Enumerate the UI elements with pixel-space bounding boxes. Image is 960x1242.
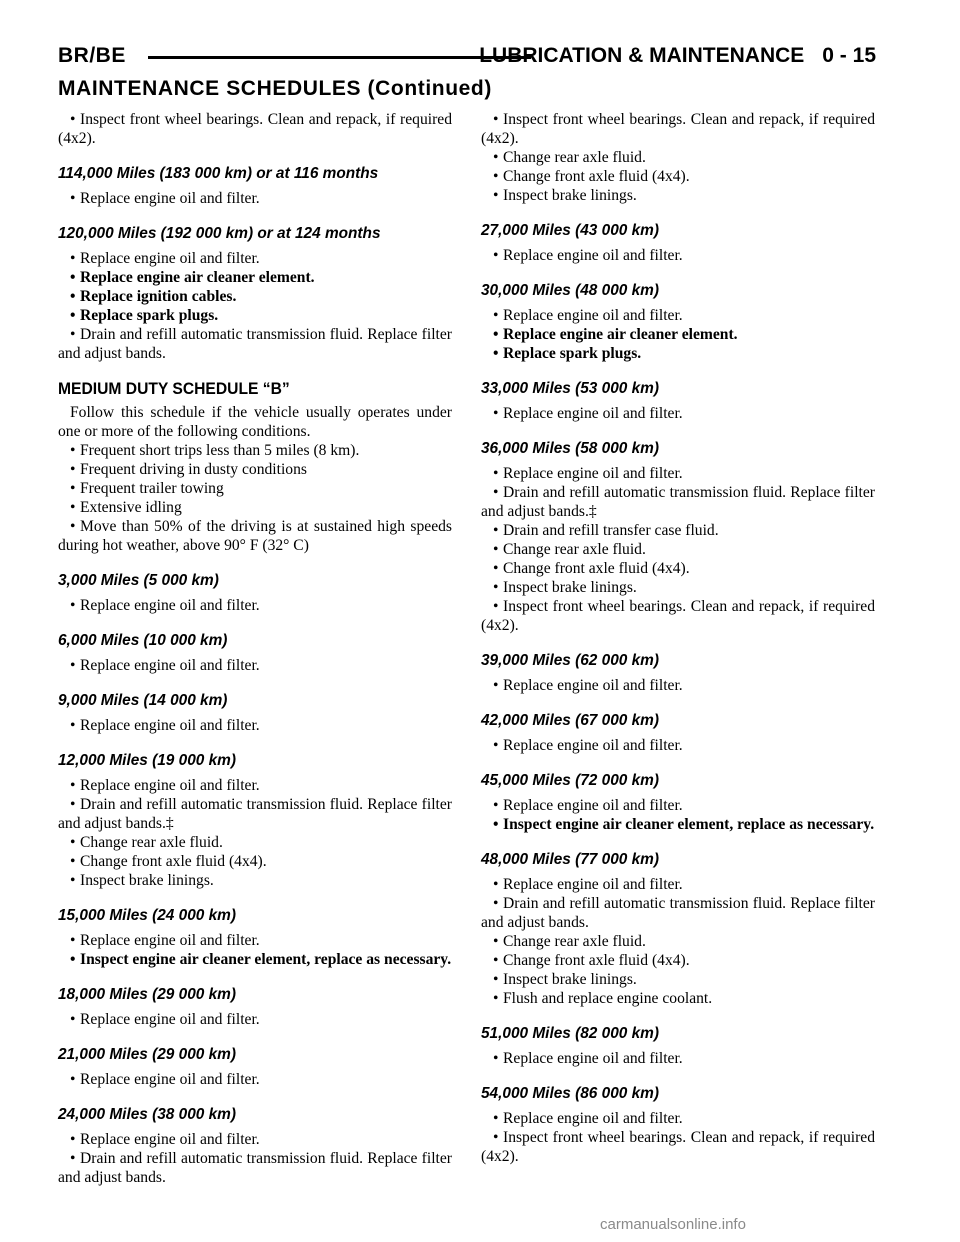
list-item: • Replace engine oil and filter. xyxy=(493,465,683,482)
mileage-heading: 21,000 Miles (29 000 km) xyxy=(58,1046,236,1063)
bullet-icon: • xyxy=(493,405,499,422)
list-item: • Replace engine oil and filter. xyxy=(493,677,683,694)
bullet-icon: • xyxy=(70,1011,76,1028)
bullet-icon: • xyxy=(70,518,76,535)
list-item: • Replace engine oil and filter. xyxy=(493,247,683,264)
continued-title: MAINTENANCE SCHEDULES (Continued) xyxy=(58,77,492,100)
bullet-icon: • xyxy=(493,816,499,833)
bullet-icon: • xyxy=(70,442,76,459)
mileage-heading: 54,000 Miles (86 000 km) xyxy=(481,1085,659,1102)
bullet-icon: • xyxy=(70,326,76,343)
list-item: • Replace engine oil and filter. xyxy=(70,250,260,267)
mileage-heading: 114,000 Miles (183 000 km) or at 116 months xyxy=(58,165,379,182)
list-item: • Replace engine oil and filter. xyxy=(70,657,260,674)
bullet-icon: • xyxy=(493,247,499,264)
bullet-icon: • xyxy=(70,1131,76,1148)
bullet-icon: • xyxy=(70,951,76,968)
list-item: • Replace engine oil and filter. xyxy=(493,405,683,422)
list-item: • Replace engine oil and filter. xyxy=(493,307,683,324)
list-item: • Replace spark plugs. xyxy=(493,345,642,362)
list-item: • Replace engine oil and filter. xyxy=(70,190,260,207)
section-name: LUBRICATION & MAINTENANCE xyxy=(479,44,805,67)
model-code: BR/BE xyxy=(58,44,126,67)
list-item: • Drain and refill automatic transmission fluid. Replace filter and adjust bands. xyxy=(481,895,875,931)
mileage-heading: 45,000 Miles (72 000 km) xyxy=(481,772,659,789)
bullet-icon: • xyxy=(493,737,499,754)
mileage-heading: 120,000 Miles (192 000 km) or at 124 months xyxy=(58,225,381,242)
list-item: • Change front axle fluid (4x4). xyxy=(493,560,690,577)
list-item: • Drain and refill automatic transmission fluid. Replace filter and adjust bands. xyxy=(58,1150,452,1186)
bullet-icon: • xyxy=(493,187,499,204)
list-item: • Replace engine air cleaner element. xyxy=(493,326,738,343)
mileage-heading: 48,000 Miles (77 000 km) xyxy=(481,851,659,868)
list-item: • Drain and refill transfer case fluid. xyxy=(493,522,719,539)
watermark-link[interactable]: carmanualsonline.info xyxy=(600,1216,746,1233)
list-item: • Replace engine oil and filter. xyxy=(493,1110,683,1127)
bullet-icon: • xyxy=(493,168,499,185)
schedule-heading: MEDIUM DUTY SCHEDULE “B” xyxy=(58,379,290,398)
list-item: • Replace ignition cables. xyxy=(70,288,237,305)
bullet-icon: • xyxy=(493,484,499,501)
mileage-heading: 9,000 Miles (14 000 km) xyxy=(58,692,228,709)
bullet-icon: • xyxy=(70,657,76,674)
list-item: • Change front axle fluid (4x4). xyxy=(493,952,690,969)
bullet-icon: • xyxy=(70,834,76,851)
bullet-icon: • xyxy=(493,797,499,814)
bullet-icon: • xyxy=(493,952,499,969)
bullet-icon: • xyxy=(493,149,499,166)
bullet-icon: • xyxy=(70,717,76,734)
list-item: • Inspect brake linings. xyxy=(493,187,637,204)
list-item: • Move than 50% of the driving is at sustained high speeds during hot weather, above 90° F (32° C) xyxy=(58,518,452,554)
bullet-icon: • xyxy=(493,895,499,912)
list-item: • Flush and replace engine coolant. xyxy=(493,990,713,1007)
bullet-icon: • xyxy=(493,677,499,694)
mileage-heading: 24,000 Miles (38 000 km) xyxy=(58,1106,236,1123)
bullet-icon: • xyxy=(493,522,499,539)
list-item: • Inspect brake linings. xyxy=(493,579,637,596)
list-item: • Inspect engine air cleaner element, replace as necessary. xyxy=(493,816,875,833)
list-item: • Replace engine oil and filter. xyxy=(70,777,260,794)
bullet-icon: • xyxy=(493,990,499,1007)
list-item: • Inspect front wheel bearings. Clean and repack, if required (4x2). xyxy=(481,1129,875,1165)
list-item: • Change rear axle fluid. xyxy=(493,149,646,166)
list-item: • Change rear axle fluid. xyxy=(70,834,223,851)
mileage-heading: 12,000 Miles (19 000 km) xyxy=(58,752,236,769)
schedule-intro: Follow this schedule if the vehicle usually operates under one or more of the following conditions. xyxy=(58,404,452,440)
bullet-icon: • xyxy=(493,933,499,950)
mileage-heading: 18,000 Miles (29 000 km) xyxy=(58,986,236,1003)
bullet-icon: • xyxy=(70,597,76,614)
mileage-heading: 6,000 Miles (10 000 km) xyxy=(58,632,228,649)
bullet-icon: • xyxy=(70,480,76,497)
bullet-icon: • xyxy=(493,111,499,128)
bullet-icon: • xyxy=(493,579,499,596)
list-item: • Change rear axle fluid. xyxy=(493,541,646,558)
bullet-icon: • xyxy=(70,1071,76,1088)
mileage-heading: 39,000 Miles (62 000 km) xyxy=(481,652,659,669)
list-item: • Replace engine oil and filter. xyxy=(493,797,683,814)
bullet-icon: • xyxy=(70,250,76,267)
list-item: • Frequent trailer towing xyxy=(70,480,224,497)
bullet-icon: • xyxy=(493,1129,499,1146)
bullet-icon: • xyxy=(70,853,76,870)
bullet-icon: • xyxy=(493,326,499,343)
list-item: • Inspect front wheel bearings. Clean and repack, if required (4x2). xyxy=(58,111,452,147)
right-column xyxy=(481,110,875,1166)
list-item: • Drain and refill automatic transmission fluid. Replace filter and adjust bands.‡ xyxy=(481,484,875,520)
bullet-icon: • xyxy=(493,345,499,362)
bullet-icon: • xyxy=(70,872,76,889)
list-item: • Frequent short trips less than 5 miles (8 km). xyxy=(70,442,360,459)
list-item: • Replace engine oil and filter. xyxy=(70,1011,260,1028)
mileage-heading: 27,000 Miles (43 000 km) xyxy=(481,222,659,239)
list-item: • Replace engine oil and filter. xyxy=(70,597,260,614)
bullet-icon: • xyxy=(70,269,76,286)
list-item: • Change front axle fluid (4x4). xyxy=(70,853,267,870)
list-item: • Replace engine oil and filter. xyxy=(70,1131,260,1148)
mileage-heading: 15,000 Miles (24 000 km) xyxy=(58,907,236,924)
mileage-heading: 42,000 Miles (67 000 km) xyxy=(481,712,659,729)
list-item: • Replace engine oil and filter. xyxy=(493,876,683,893)
list-item: • Replace engine oil and filter. xyxy=(493,737,683,754)
bullet-icon: • xyxy=(70,111,76,128)
list-item: • Inspect front wheel bearings. Clean and repack, if required (4x2). xyxy=(481,598,875,634)
bullet-icon: • xyxy=(70,307,76,324)
mileage-heading: 30,000 Miles (48 000 km) xyxy=(481,282,659,299)
section-title xyxy=(479,44,876,68)
bullet-icon: • xyxy=(493,560,499,577)
bullet-icon: • xyxy=(493,598,499,615)
bullet-icon: • xyxy=(70,796,76,813)
bullet-icon: • xyxy=(70,777,76,794)
mileage-heading: 36,000 Miles (58 000 km) xyxy=(481,440,659,457)
mileage-heading: 33,000 Miles (53 000 km) xyxy=(481,380,659,397)
list-item: • Replace engine air cleaner element. xyxy=(70,269,315,286)
list-item: • Replace engine oil and filter. xyxy=(493,1050,683,1067)
bullet-icon: • xyxy=(493,971,499,988)
list-item: • Inspect engine air cleaner element, replace as necessary. xyxy=(70,951,452,968)
bullet-icon: • xyxy=(70,190,76,207)
header-rule xyxy=(148,56,531,59)
bullet-icon: • xyxy=(493,876,499,893)
list-item: • Inspect front wheel bearings. Clean and repack, if required (4x2). xyxy=(481,111,875,147)
mileage-heading: 3,000 Miles (5 000 km) xyxy=(58,572,219,589)
bullet-icon: • xyxy=(70,1150,76,1167)
bullet-icon: • xyxy=(493,1050,499,1067)
list-item: • Drain and refill automatic transmission fluid. Replace filter and adjust bands.‡ xyxy=(58,796,452,832)
bullet-icon: • xyxy=(70,288,76,305)
list-item: • Replace engine oil and filter. xyxy=(70,1071,260,1088)
list-item: • Extensive idling xyxy=(70,499,182,516)
bullet-icon: • xyxy=(70,499,76,516)
bullet-icon: • xyxy=(493,1110,499,1127)
list-item: • Replace engine oil and filter. xyxy=(70,717,260,734)
page-number: 0 - 15 xyxy=(822,44,876,67)
list-item: • Inspect brake linings. xyxy=(493,971,637,988)
list-item: • Inspect brake linings. xyxy=(70,872,214,889)
bullet-icon: • xyxy=(493,541,499,558)
list-item: • Change front axle fluid (4x4). xyxy=(493,168,690,185)
bullet-icon: • xyxy=(493,307,499,324)
list-item: • Frequent driving in dusty conditions xyxy=(70,461,307,478)
bullet-icon: • xyxy=(70,461,76,478)
list-item: • Replace spark plugs. xyxy=(70,307,219,324)
left-column xyxy=(58,110,452,1187)
bullet-icon: • xyxy=(70,932,76,949)
bullet-icon: • xyxy=(493,465,499,482)
list-item: • Change rear axle fluid. xyxy=(493,933,646,950)
mileage-heading: 51,000 Miles (82 000 km) xyxy=(481,1025,659,1042)
list-item: • Replace engine oil and filter. xyxy=(70,932,260,949)
page-header xyxy=(58,44,876,74)
list-item: • Drain and refill automatic transmission fluid. Replace filter and adjust bands. xyxy=(58,326,452,362)
